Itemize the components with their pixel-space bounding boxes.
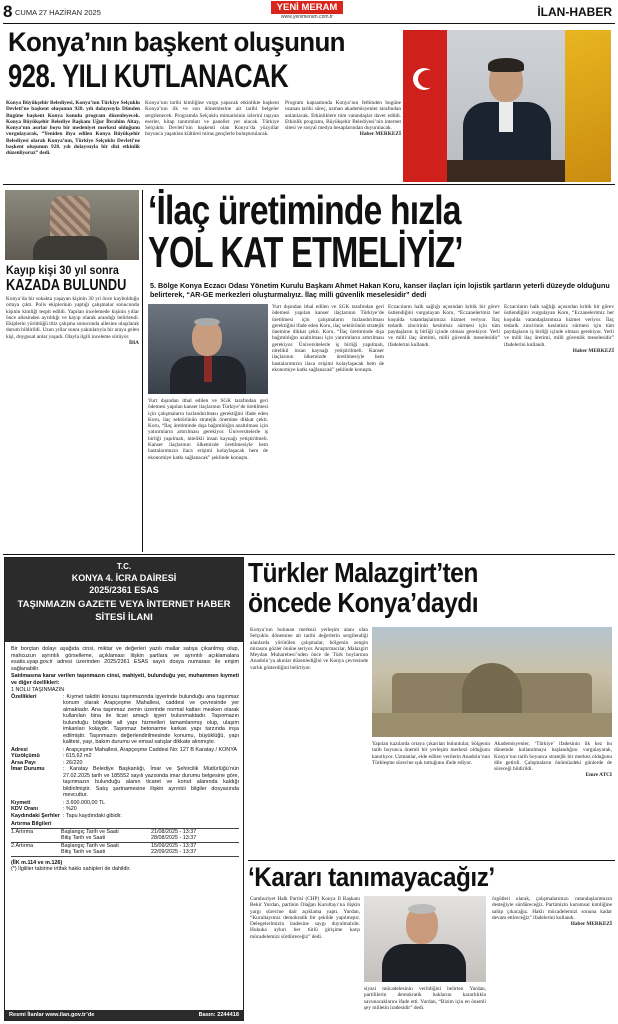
lead-text: Konya Büyükşehir Belediyesi, Konya’nın Türkiye Selçuklu Devleti’ne başkent oluşunun 928. yılı dolayısıyla Dünden Bugüne başkent Konya konulu program düzenleyecek. Konya Büyükşehir Belediye Başkanı Uğur İbrahim Altay, Konya’nın asırlar boyu bir medeniyet merkezi olduğunu vurgulayarak, “Yeniden ihya edilen Konya Büyükşehir Belediyesi olarak Konya’nın, Türkiye Selçuklu Devleti’ne başkent oluşunun 928. yılı dolayısıyla bir dizi etkinlik düzenliyoruz” dedi. [6,100,140,157]
legal-ref: (İİK m.114 ve m.126) [11,859,63,866]
record-label: Kaydındaki Şerhler [11,812,60,819]
notice-intro: Bir borçtan dolayı aşağıda cinsi, miktar ve değerleri yazılı mallar satışa çıkarılmış olup, mahcuzun ayrıntılı görselleme, açıklaması ilişkin şartlara ve ayrıntılı açıklamalara esatis.uyap.gov.tr adresi üzerinden 2025/2361 ESAS sayılı dosya numarası ile erişim sağlanabilir. [11,646,239,672]
value-label: Kıymeti [11,799,31,806]
story-chp [248,862,616,1022]
share-value: : 26/220 [63,759,83,766]
body-col2 [372,741,490,855]
body: Eczacıların halk sağlığı açısından kritik bir görev üstlendiğini vurgulayan Koru, “Eczanelerimiz her koşulda vatandaşlarımıza hizmet veriyor. İlaç tedarik zincirinin kesintisiz sürmesi için tüm paydaşların iş birliği içinde olması gerekiyor. Yerli ve milli ilaç üretimi, milli güvenlik meselesidir” ifadelerini kullandı. [504,304,614,348]
city-flag [565,30,611,182]
website: www.yenimeram.com.tr [281,14,333,20]
headline-line2: KAZADA BULUNDU [6,277,127,294]
body-col1 [250,896,360,1020]
mid-rule [3,554,615,555]
record-row [11,813,239,820]
body-col4 [504,304,614,552]
body-text [6,296,139,552]
zoning-row [11,766,239,799]
notice-title-1: TAŞINMAZIN GAZETE VEYA İNTERNET HABER [17,599,231,610]
value-value: : 3.600.000,00 TL [63,799,106,806]
body-col2 [272,304,384,552]
mayor-photo [403,30,611,182]
record-value: : Tapu kaydındaki gibidir. [63,812,122,819]
section-name: İLAN-HABER [537,5,612,19]
auction-end-label: Bitiş Tarih ve Saati [61,835,106,841]
body: siyasi mücadelesinin verildiğini belirten Yurdan, partililerin demokratik haklarını kararlılıkla savunacaklarını ifade etti. Yurdan, “Bizim için en önemli şey milletin iradesidir” dedi. [364,986,486,1011]
footer-left: Resmi İlanlar www.ilan.gov.tr’de [9,1012,95,1018]
auction-end: 22/09/2025 - 13:37 [151,849,197,855]
story-missing-person [0,188,142,554]
auction-row-1 [11,828,239,842]
notice-header [5,558,243,642]
auction-row-2 [11,842,239,857]
story4-bottom-rule [248,860,615,861]
auction-start-label: Başlangıç Tarih ve Saati [61,828,119,835]
headline-line1: Kayıp kişi 30 yıl sonra [6,263,119,277]
vat-value: : %20 [63,806,77,812]
headline-line1: Türkler Malazgirt’ten [248,557,478,588]
page-number: 8 [3,2,13,21]
auction-start: 15/09/2025 - 13:37 [151,842,197,849]
notice-title-2: SİTESİ İLANI [95,612,153,623]
address-label: Adresi [11,746,28,753]
auction-start-label: Başlangıç Tarih ve Saati [61,842,119,849]
headline-line1: ‘İlaç üretiminde hızla [148,187,461,233]
notice-note: (*) İlgililer tabirine irtifak hakkı sahipleri de dahildir. [11,866,131,872]
body-col3 [494,741,612,855]
share-label: Arsa Payı [11,759,36,766]
person-body [33,236,107,260]
area-label: Yüzölçümü [11,753,40,759]
zoning-value: : Karatay Belediye Başkanlığı, İmar ve Şehircilik Müdürlüğü’nün 27.02.2025 tarih ve 185552 sayılı yazısında imar durumu belgesine göre, taşınmazın bulunduğu alanın ticaret ve konut alanında kaldığı bildirilmiştir. Satış şartnamesine ilişkin ayrıntılı bilgiler dosyasında mevcuttur. [63,766,239,798]
auction-end-label: Bitiş Tarih ve Saati [61,849,106,855]
notice-bold-line: Satılmasına karar verilen taşınmazın cinsi, mahiyeti, bulunduğu yer, muhammen kıymeti ve diğer özellikleri: [11,673,239,686]
body: Konya’nın bulunan merkezi yerleşim alanı olan Selçuklu dönemine ait tarihi değerlerin sergilendiği alanlarda yürütülen çalışmalar, bölgenin zengin mirasını gözler önüne seriyor. Araştırmacılar, Malazgirt Meydan Muharebesi’nden önce de Türk boylarının Anadolu’ya akınlar düzenlediğini ve Konya çevresinde varlık gösterdiğini belirtiyor. [250,627,368,671]
notice-footer [5,1010,243,1020]
parcel-label: 1 NOLU TAŞINMAZIN [11,687,65,693]
body-col1 [148,398,268,552]
story-malazgirt [248,557,616,859]
body: Yurt dışından ithal edilen ve SGK tarafından geri ödemesi yapılan kanser ilaçlarının Türkiye’de üretilmesi için çalışmaların hızlandırılması gerektiğini ifade eden Koru, ilaç sektörünün stratejik önemine dikkat çekti. Koru, “İlaç üretiminde dışa bağımlılığın azaltılması için yatırımların artırılması gerekiyor. Üniversitelerle iş birliği yapılmalı, nitelikli insan kaynağı yetiştirilmeli. Kanser ilaçlarının ülkemizde üretilmesiyle hem hastalarımızın ilaca erişimi kolaylaşacak hem de ekonomiye katkı sağlanacak” şeklinde konuştu. [148,398,268,461]
body: Yurt dışından ithal edilen ve SGK tarafından geri ödemesi yapılan kanser ilaçlarının Türkiye’de üretilmesi için çalışmaların hızlandırılması gerektiğini ifade eden Koru, ilaç sektörünün stratejik önemine dikkat çekti. Koru, “İlaç üretiminde dışa bağımlılığın azaltılması için yatırımların artırılması gerekiyor. Üniversitelerle iş birliği yapılmalı, nitelikli insan kaynağı yetiştirilmeli. Kanser ilaçlarının ülkemizde üretilmesiyle hem hastalarımızın ilaca erişimi kolaylaşacak hem de ekonomiye katkı sağlanacak” şeklinde konuştu. [272,304,384,373]
body: Yapılan kazılarda ortaya çıkarılan buluntular, bölgenin tarih boyunca önemli bir yerleşim merkezi olduğunu kanıtlıyor. Uzmanlar, elde edilen verilerin Anadolu’nun Türkleşme sürecine ışık tuttuğunu ifade ediyor. [372,741,490,766]
body-mid: Konya’nın tarihi kimliğine vurgu yapacak etkinlikte başkent Konya’nın ilk ve son dönemlerine ait tarihi belgeler sergilenecek. Programda Selçuklu mimarisinin izlerini taşıyan eserler, kitap tanıtımları ve paneller yer alacak. Türkiye Selçuklu Devleti’nin başkenti olan Konya’da yüzyıllar boyunca yaşatılan kültürel miras gençlerle buluşturulacak. [145,100,279,138]
footer-right: Basın: 2244418 [198,1012,239,1018]
features-label: Özellikleri [11,693,37,700]
body-col2 [364,986,486,1020]
body: Eczacıların halk sağlığı açısından kritik bir görev üstlendiğini vurgulayan Koru, “Eczanelerimiz her koşulda vatandaşlarımıza hizmet veriyor. İlaç tedarik zincirinin kesintisiz sürmesi için tüm paydaşların iş birliği içinde olması gerekiyor. Yerli ve milli ilaç üretimi, milli güvenlik meselesidir” ifadelerini kullandı. [388,304,500,348]
masthead [0,0,618,26]
person-hair [194,318,220,326]
pharmacist-photo [148,304,268,394]
headline-line1: Konya’nın başkent oluşunun [8,27,345,57]
notice-tc: T.C. [116,562,132,571]
headline-line2: 928. YILI KUTLANACAK [8,58,289,94]
auction-label: 1.Artırma [11,828,34,835]
notice-body [11,646,239,986]
body: Cumhuriyet Halk Partisi (CHP) Konya İl Başkanı Bekir Yurdan, partinin Olağan Kurultayı’na ilişkin yargı sürecine dair açıklama yaptı. Yurdan, “Kurultayımız demokratik bir şekilde yapılmıştır. Delegelerimizin iradesine saygı duyulmalıdır. Hukuka aykırı her türlü girişime karşı mücadelemizi sürdüreceğiz” dedi. [250,896,360,940]
body-col3 [388,304,500,552]
vertical-rule-left [142,190,143,552]
area-value: : 615,62 m2 [63,753,92,759]
person-suit [382,944,466,982]
body: Konya’da bir sokakta yaşayan kişinin 30 yıl önce kaybolduğu ortaya çıktı. Polis ekiplerinin yaptığı çalışmalar sonucunda kişinin kimliği tespit edildi. Yapılan incelemede kişinin yıllar önce ailesinden ayrıldığı ve kayıp olarak arandığı belirlendi. Ekiplerin yürüttüğü titiz çalışma sonucunda ailesine ulaşılarak durum bildirildi. Uzun yıllar sonra yakınlarıyla bir araya gelen kişi, duygusal anlar yaşadı. Olayla ilgili inceleme sürüyor. [6,296,139,340]
auction-header: Artırma Bilgileri [11,821,52,827]
brand-name: YENİ MERAM [276,2,338,13]
byline: Haber MERKEZİ [572,348,614,355]
auction-start: 21/08/2025 - 13:37 [151,828,197,835]
headline-line2: öncede Konya’daydı [248,587,479,618]
body-right-text: Program kapsamında Konya’nın fethinden bugüne uzanan tarihi süreç, uzman akademisyenler tarafından anlatılacak. Etkinliklere tüm vatandaşlar davet edildi. Etkinlik programı, Büyükşehir Belediyesi’nin internet sitesi ve sosyal medya hesaplarından duyurulacak. [285,100,401,132]
desk [447,160,565,182]
auction-label: 2.Artırma [11,842,34,849]
ruin-arch [462,663,522,713]
body-col3 [492,896,612,1020]
auction-end: 28/08/2025 - 13:37 [151,835,197,841]
body: Akademisyenler, ‘Türkiye’ ifadesinin ilk kez bu dönemde kullanılmaya başlandığını vurgulayarak, Konya’nın tarih boyunca stratejik bir merkez olduğunu dile getirdi. Çalışmaların önümüzdeki günlerde de süreceği bildirildi. [494,741,612,773]
missing-person-photo [5,190,139,260]
features-row [11,694,239,746]
byline: Haber MERKEZİ [359,131,401,138]
person-tie [204,356,212,382]
legal-notice [4,557,244,1021]
body: örgütleri olarak, çalışmalarımızı vatandaşlarımızın desteğiyle sürdüreceğiz. Partimizin kurumsal kimliğine sahip çıkacağız. Haklı mücadelemizi sonuna kadar devam ettireceğiz” ifadelerini kullandı. [492,896,612,921]
masthead-rule [3,23,615,24]
byline: İHA [128,340,139,347]
byline: Emre ATCI [585,772,612,779]
story-drug-production [144,188,618,554]
zoning-label: İmar Durumu [11,766,45,772]
issue-date: CUMA 27 HAZİRAN 2025 [15,8,101,17]
person-hair [408,904,436,914]
notice-file-no: 2025/2361 ESAS [89,585,159,595]
person-shirt [499,102,513,132]
deck: 5. Bölge Konya Eczacı Odası Yönetim Kurulu Başkanı Ahmet Hakan Koru, kanser ilaçları için lojistik şartların yeterli düzeyde olduğunu belirterek, “AR-GE merkezleri oluşturmalıyız. İlaç milli güvenlik meselesidir” dedi [150,281,610,299]
person-hair [488,58,524,72]
body-right [285,100,401,180]
byline: Haber MERKEZİ [570,921,612,928]
ruins-photo [372,627,612,737]
vat-label: KDV Oranı [11,806,38,812]
politician-photo [364,896,486,982]
features-text: : Kıymet takdiri konusu taşınmazında işyerinde bulunduğu ana taşınmaz konum olarak Arapçeşme Mahallesi, caddesi ve çevresinde yer almaktadır. Ana taşınmaz zemin üzerinde normal katları mesken olarak kullanılan bina ile ticari amaçlı işyeri bulunmaktadır. Taşınmazın bulunduğu bölgede alt yapı hizmetleri tamamlanmış olup, ulaşım imkanları kolaydır. Taşınmaz betonarme karkas yapı tarzında inşa edilmiştir. Taşınmazın değerlendirilmesinde konumu, büyüklüğü, yapı kalitesi, yaşı, bakım durumu ve emsal satışlar dikkate alınmıştır. [63,693,239,745]
story-capital-anniversary [0,26,618,186]
turkish-flag [403,30,447,182]
headline-line2: YOL KAT ETMELİYİZ’ [148,228,463,277]
story1-bottom-rule [3,184,615,185]
brand-logo [271,1,343,14]
ground [372,713,612,737]
notice-office: KONYA 4. İCRA DAİRESİ [71,573,177,583]
body-col1 [250,627,368,855]
headline: ‘Kararı tanımayacağız’ [248,862,495,892]
address-value: : Arapçeşme Mahallesi, Arapçeşme Caddesi No: 127 B Karatay / KONYA [63,746,237,753]
